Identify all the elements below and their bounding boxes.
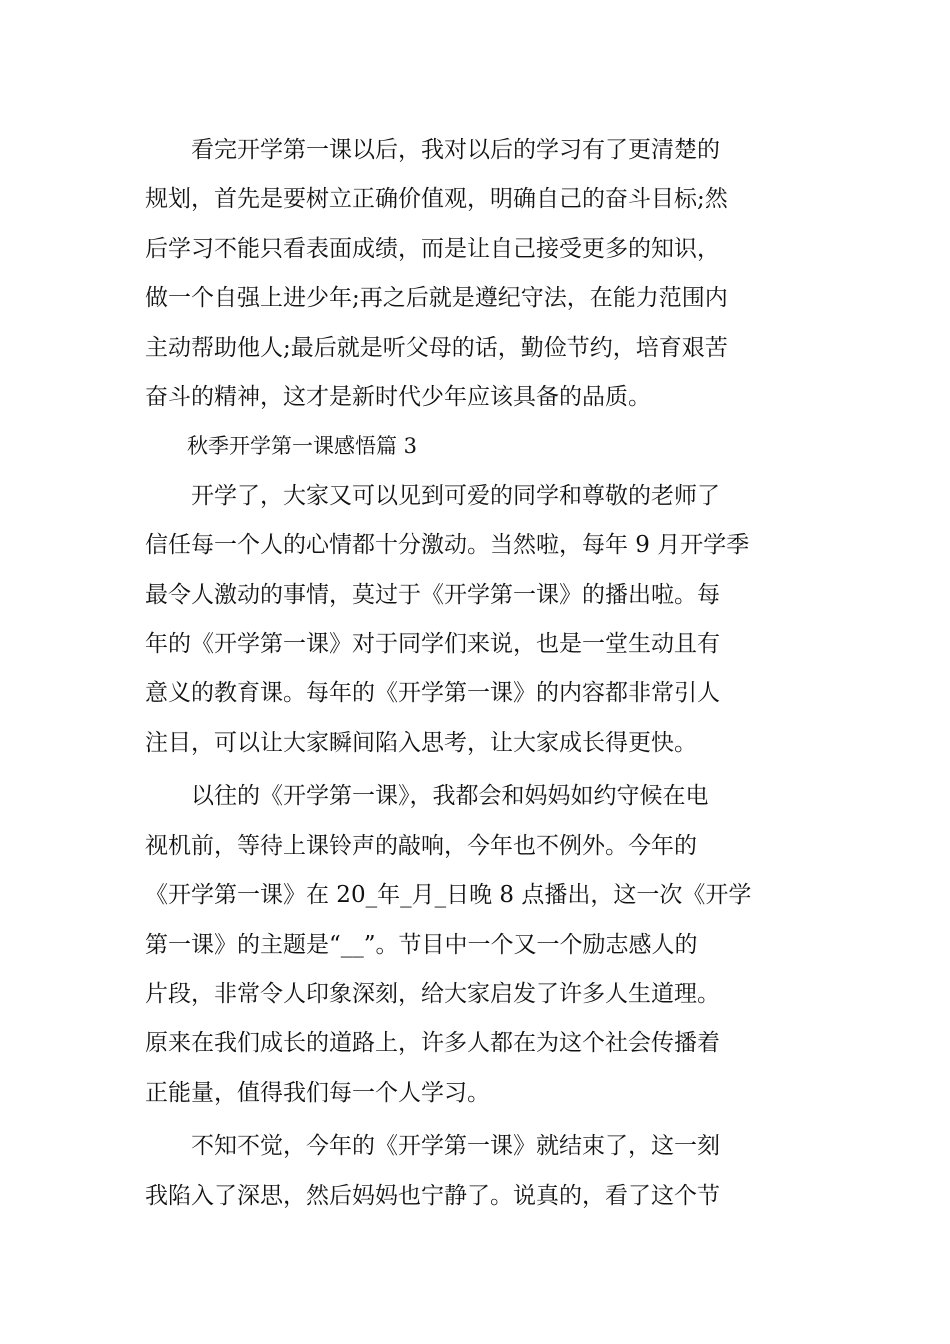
paragraph-line: 后学习不能只看表面成绩，而是让自己接受更多的知识， — [145, 235, 720, 262]
paragraph-line: 做一个自强上进少年;再之后就是遵纪守法，在能力范围内 — [145, 285, 728, 312]
paragraph-line: 信任每一个人的心情都十分激动。当然啦，每年 9 月开学季 — [145, 532, 750, 559]
paragraph-1 — [145, 126, 810, 422]
paragraph-2 — [145, 472, 810, 768]
paragraph-line: 《开学第一课》在 20_年_月_日晚 8 点播出，这一次《开学 — [145, 882, 752, 909]
paragraph-4 — [145, 1122, 810, 1221]
document-body — [145, 126, 810, 1221]
paragraph-line: 正能量，值得我们每一个人学习。 — [145, 1079, 490, 1106]
paragraph-line: 片段，非常令人印象深刻，给大家启发了许多人生道理。 — [145, 980, 720, 1007]
paragraph-line: 以往的《开学第一课》，我都会和妈妈如约守候在电 — [191, 783, 709, 810]
paragraph-line: 最令人激动的事情，莫过于《开学第一课》的播出啦。每 — [145, 581, 720, 608]
paragraph-line: 注目，可以让大家瞬间陷入思考，让大家成长得更快。 — [145, 729, 697, 756]
paragraph-line: 主动帮助他人;最后就是听父母的话，勤俭节约，培育艰苦 — [145, 334, 728, 361]
paragraph-line: 规划，首先是要树立正确价值观，明确自己的奋斗目标;然 — [145, 186, 728, 213]
paragraph-line: 第一课》的主题是“__”。节目中一个又一个励志感人的 — [145, 931, 698, 958]
paragraph-line: 开学了，大家又可以见到可爱的同学和尊敬的老师了 — [191, 482, 720, 509]
paragraph-3 — [145, 772, 810, 1118]
paragraph-line: 意义的教育课。每年的《开学第一课》的内容都非常引人 — [145, 680, 720, 707]
paragraph-line: 奋斗的精神，这才是新时代少年应该具备的品质。 — [145, 384, 651, 411]
paragraph-line: 年的《开学第一课》对于同学们来说，也是一堂生动且有 — [145, 631, 720, 658]
paragraph-line: 原来在我们成长的道路上，许多人都在为这个社会传播着 — [145, 1030, 720, 1057]
section-heading: 秋季开学第一课感悟篇 3 — [187, 434, 418, 459]
paragraph-line: 看完开学第一课以后，我对以后的学习有了更清楚的 — [191, 137, 720, 163]
paragraph-line: 视机前，等待上课铃声的敲响，今年也不例外。今年的 — [145, 832, 697, 859]
paragraph-line: 不知不觉，今年的《开学第一课》就结束了，这一刻 — [191, 1133, 720, 1160]
paragraph-line: 我陷入了深思，然后妈妈也宁静了。说真的，看了这个节 — [145, 1182, 720, 1209]
